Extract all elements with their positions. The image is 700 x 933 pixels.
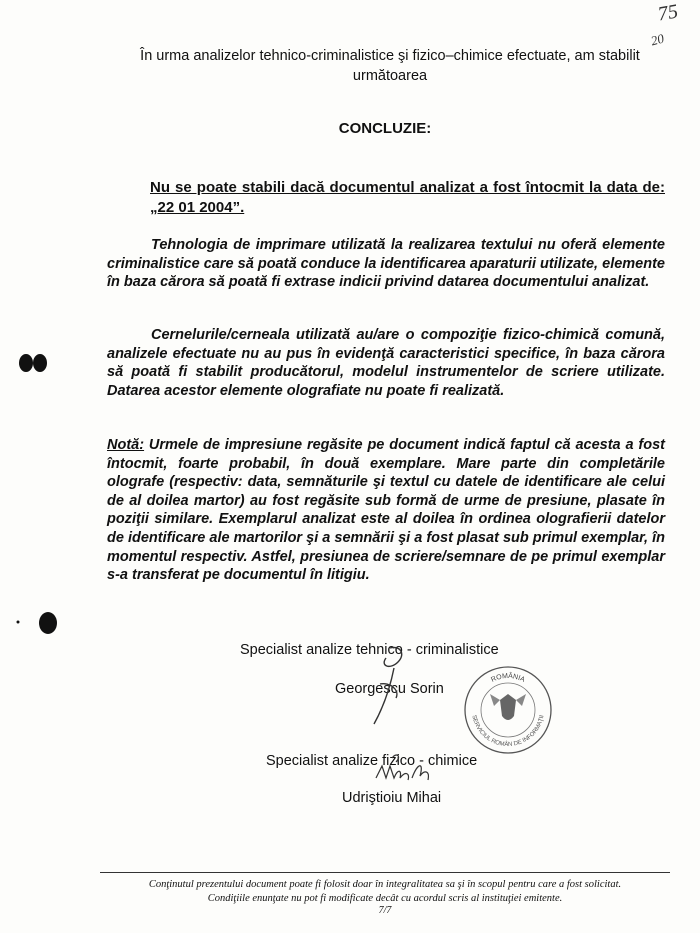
signature-name-2: Udriştioiu Mihai — [342, 790, 442, 806]
signature-role-2: Specialist analize fizico - chimice — [266, 753, 478, 769]
note-paragraph — [107, 436, 665, 585]
signature-name-1: Georgescu Sorin — [335, 681, 444, 697]
handwritten-signature-2 — [372, 748, 442, 788]
signature-role-1: Specialist analize tehnico - criminalistice — [240, 642, 499, 658]
svg-text:ROMÂNIA — [490, 671, 526, 684]
coat-of-arms-icon — [490, 694, 526, 720]
handwritten-folio-mark: 75 — [656, 0, 680, 26]
footer-divider — [100, 872, 670, 873]
footer-line-2: Condiţiile enunţate nu pot fi modificate decât cu acordul scris al instituţiei emitente. — [207, 892, 563, 904]
stamp-text-top: ROMÂNIA — [490, 672, 526, 684]
conclusion-headline — [150, 178, 665, 218]
footer-line-1: Conţinutul prezentului document poate fi folosit doar în integralitatea sa şi în scopul pentru care a fost solicitat. — [148, 879, 622, 890]
handwritten-page-mark: 20 — [649, 30, 666, 49]
handwritten-signature-1 — [360, 640, 420, 730]
conclusion-title: CONCLUZIE: — [338, 120, 432, 137]
official-stamp — [462, 664, 554, 756]
note-label: Notă: — [107, 437, 145, 453]
page-number: 7/7 — [378, 905, 392, 916]
punch-hole-mark — [10, 608, 60, 638]
intro-text: În urma analizelor tehnico-criminalistice şi fizico–chimice efectuate, am stabilit următoarea — [140, 48, 640, 84]
note-text: Urmele de impresiune regăsite pe document indică faptul că acesta a fost întocmit, foarte probabil, în două exemplare. Mare parte din completările olografe (respectiv: data, semnăturile şi textul cu datele de identificare ale celui de al doilea martor) au fost regăsite sub formă de urme de presiune, plasate în poziţii similare. Exemplarul analizat este al doilea în ordinea olografierii datelor de identificare ale martorilor şi a semnării şi a fost plasat sub primul exemplar, în momentul respectiv. Astfel, presiunea de scriere/semnare de pe primul exemplar s-a transferat pe documentul în litigiu. — [107, 437, 665, 584]
paragraph-inks: Cernelurile/cerneala utilizată au/are o compoziţie fizico-chimică comună, analizele efectuate nu au pus în evidenţă caracteristici specifice, în baza cărora să poată fi stabilit producătorul, modelul instrumentelor de scriere utilizate. Datarea acestor elemente olografiate nu poate fi realizată. — [107, 327, 665, 399]
paragraph-printing-technology: Tehnologia de imprimare utilizată la realizarea textului nu oferă elemente criminalistice care să poată conduce la identificarea aparaturii utilizate, elemente în baza cărora să poată fi extrase indicii privind datarea documentului analizat. — [107, 237, 665, 291]
stamp-text-bottom: SERVICIUL ROMÂN DE INFORMAŢII — [470, 714, 546, 749]
punch-hole-marks — [0, 348, 60, 378]
footer-disclaimer — [100, 878, 670, 905]
conclusion-headline-text: Nu se poate stabili dacă documentul analizat a fost întocmit la data de: „22 01 2004”. — [150, 179, 665, 216]
